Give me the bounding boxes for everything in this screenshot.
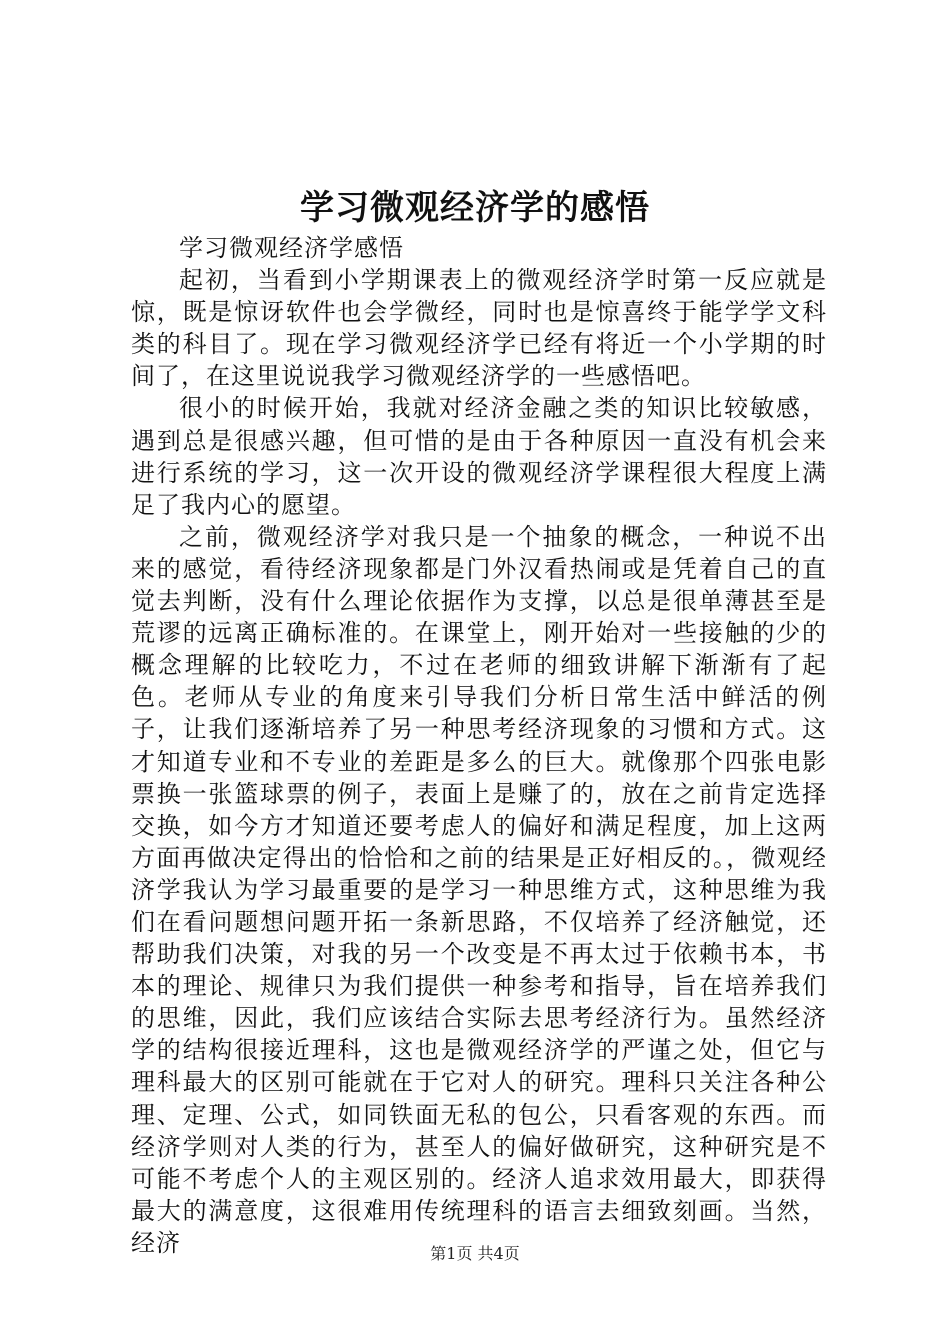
subtitle-paragraph: 学习微观经济学感悟 xyxy=(179,234,404,262)
document-body xyxy=(131,232,827,1259)
paragraph-2: 很小的时候开始，我就对经济金融之类的知识比较敏感，遇到总是很感兴趣，但可惜的是由于各种原因一直没有机会来进行系统的学习，这一次开设的微观经济学课程很大程度上满足了我内心的愿望。 xyxy=(131,394,827,519)
paragraph-1: 起初，当看到小学期课表上的微观经济学时第一反应就是惊，既是惊讶软件也会学微经，同时也是惊喜终于能学学文科类的科目了。现在学习微观经济学已经有将近一个小学期的时间了，在这里说说我学习微观经济学的一些感悟吧。 xyxy=(131,266,827,391)
page-number-footer: 第1页 共4页 xyxy=(430,1244,520,1263)
paragraph-3: 之前，微观经济学对我只是一个抽象的概念，一种说不出来的感觉，看待经济现象都是门外汉看热闹或是凭着自己的直觉去判断，没有什么理论依据作为支撑，以总是很单薄甚至是荒谬的远离正确标准的。在课堂上，刚开始对一些接触的少的概念理解的比较吃力，不过在老师的细致讲解下渐渐有了起色。老师从专业的角度来引导我们分析日常生活中鲜活的例子，让我们逐渐培养了另一种思考经济现象的习惯和方式。这才知道专业和不专业的差距是多么的巨大。就像那个四张电影票换一张篮球票的例子，表面上是赚了的，放在之前肯定选择交换，如今方才知道还要考虑人的偏好和满足程度，加上这两方面再做决定得出的恰恰和之前的结果是正好相反的。，微观经济学我认为学习最重要的是学习一种思维方式，这种思维为我们在看问题想问题开拓一条新思路，不仅培养了经济触觉，还帮助我们决策，对我的另一个改变是不再太过于依赖书本，书本的理论、规律只为我们提供一种参考和指导，旨在培养我们的思维，因此，我们应该结合实际去思考经济行为。虽然经济学的结构很接近理科，这也是微观经济学的严谨之处，但它与理科最大的区别可能就在于它对人的研究。理科只关注各种公理、定理、公式，如同铁面无私的包公，只看客观的东西。而经济学则对人类的行为，甚至人的偏好做研究，这种研究是不可能不考虑个人的主观区别的。经济人追求效用最大，即获得最大的满意度，这很难用传统理科的语言去细致刻画。当然，经济 xyxy=(131,522,827,1257)
document-title: 学习微观经济学的感悟 xyxy=(300,188,650,228)
